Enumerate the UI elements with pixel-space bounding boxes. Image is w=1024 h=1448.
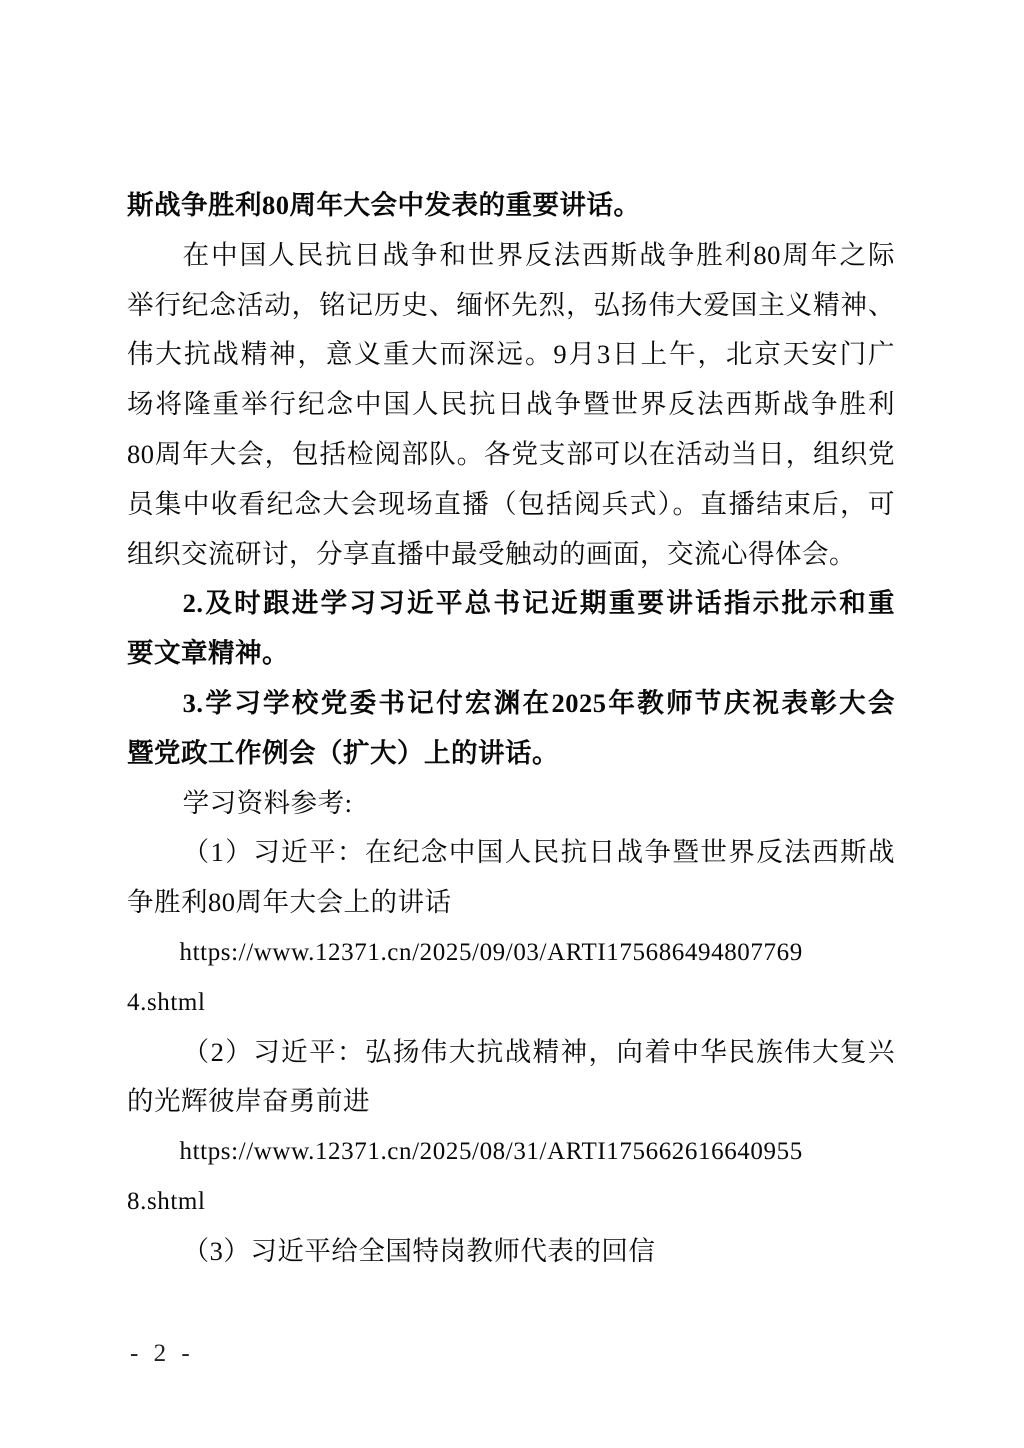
text-line: 80周年大会，包括检阅部队。各党支部可以在活动当日，组织党 <box>127 438 895 469</box>
text-line: 的光辉彼岸奋勇前进 <box>127 1086 370 1117</box>
text-line: 3.学习学校党委书记付宏渊在2025年教师节庆祝表彰大会 <box>182 687 895 718</box>
text-line: 举行纪念活动，铭记历史、缅怀先烈，弘扬伟大爱国主义精神、 <box>127 289 895 320</box>
paragraph-reference-2-url <box>127 1127 895 1227</box>
paragraph-reference-1-title <box>127 828 895 928</box>
text-line: 要文章精神。 <box>127 638 289 669</box>
text-line: 员集中收看纪念大会现场直播（包括阅兵式）。直播结束后，可 <box>127 488 895 519</box>
text-line: 场将隆重举行纪念中国人民抗日战争暨世界反法西斯战争胜利 <box>127 389 895 420</box>
text-line: 组织交流研讨，分享直播中最受触动的画面，交流心得体会。 <box>127 538 856 569</box>
paragraph-reference-3-title <box>127 1227 895 1277</box>
page-number: - 2 - <box>130 1340 195 1367</box>
paragraph-reference-1-url <box>127 928 895 1028</box>
text-line: （2）习近平：弘扬伟大抗战精神，向着中华民族伟大复兴 <box>182 1036 895 1067</box>
text-line: 暨党政工作例会（扩大）上的讲话。 <box>127 737 559 768</box>
text-line: 在中国人民抗日战争和世界反法西斯战争胜利80周年之际 <box>182 239 895 270</box>
paragraph-reference-intro <box>127 779 895 829</box>
text-line: 学习资料参考: <box>182 787 353 818</box>
document-body <box>127 181 895 1277</box>
url-text-line: https://www.12371.cn/2025/09/03/ARTI175686494807769 <box>179 938 803 966</box>
text-line: 斯战争胜利80周年大会中发表的重要讲话。 <box>127 190 641 220</box>
text-line: 伟大抗战精神，意义重大而深远。9月3日上午，北京天安门广 <box>127 339 895 370</box>
url-text-line: 4.shtml <box>127 988 206 1016</box>
paragraph-heading-continuation <box>127 181 895 231</box>
text-line: （3）习近平给全国特岗教师代表的回信 <box>182 1235 656 1266</box>
url-text-line: https://www.12371.cn/2025/08/31/ARTI175662616640955 <box>179 1138 803 1166</box>
paragraph-item-2-heading <box>127 579 895 679</box>
text-line: 2.及时跟进学习习近平总书记近期重要讲话指示批示和重 <box>182 588 895 619</box>
paragraph-reference-2-title <box>127 1028 895 1128</box>
text-line: 争胜利80周年大会上的讲话 <box>127 887 452 918</box>
text-line: （1）习近平：在纪念中国人民抗日战争暨世界反法西斯战 <box>182 837 895 868</box>
url-text-line: 8.shtml <box>127 1187 206 1215</box>
paragraph-item-3-heading <box>127 679 895 779</box>
paragraph-body-paragraph-commemoration <box>127 231 895 580</box>
